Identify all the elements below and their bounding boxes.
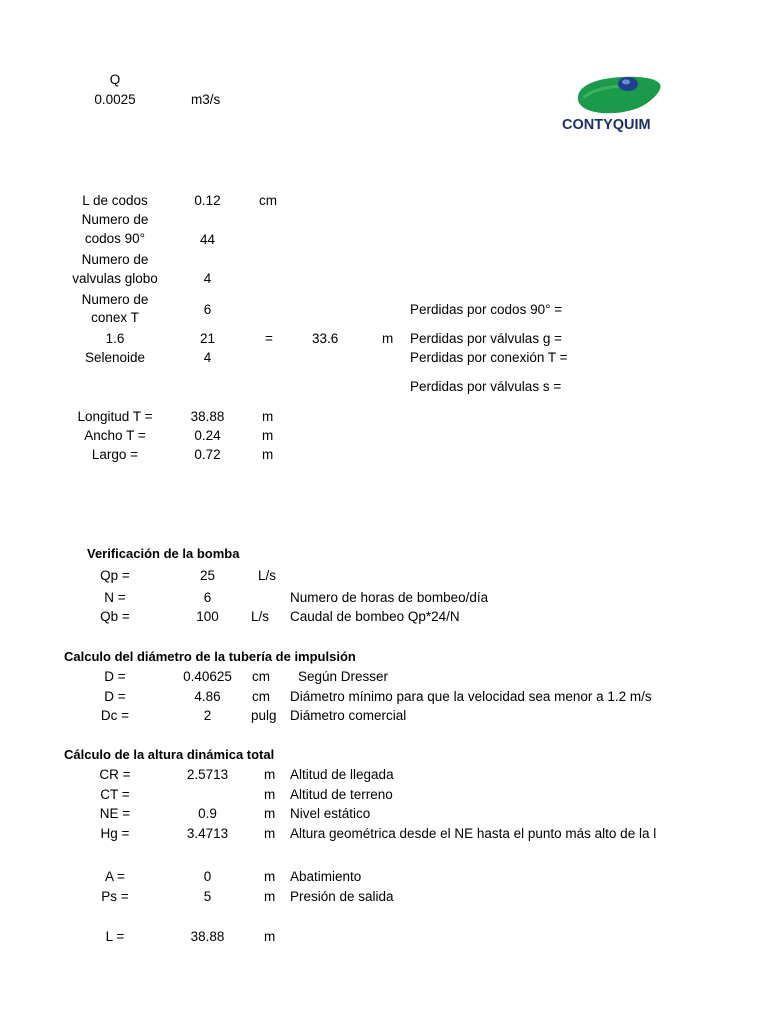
hg-label: Hg = xyxy=(100,826,130,841)
row-c-value: 33.6 xyxy=(312,331,339,346)
selenoide-label: Selenoide xyxy=(84,350,146,365)
n-description: Numero de horas de bombeo/día xyxy=(290,590,489,605)
loss-conexion-t-label: Perdidas por conexión T = xyxy=(410,350,568,365)
ne-value: 0.9 xyxy=(198,806,217,821)
ps-label: Ps = xyxy=(101,889,129,904)
ne-label: NE = xyxy=(99,806,131,821)
a-label: A = xyxy=(105,869,125,884)
diametro-title: Calculo del diámetro de la tubería de impulsión xyxy=(64,649,356,664)
d2-label: D = xyxy=(104,689,126,704)
a-description: Abatimiento xyxy=(290,869,362,884)
codos-length-label: L de codos xyxy=(82,193,148,208)
d1-description: Según Dresser xyxy=(298,669,389,684)
dc-label: Dc = xyxy=(100,708,130,723)
ct-unit: m xyxy=(264,787,276,802)
cr-description: Altitud de llegada xyxy=(290,767,394,782)
hg-unit: m xyxy=(264,826,276,841)
hg-description: Altura geométrica desde el NE hasta el punto más alto de la l xyxy=(290,826,657,841)
globo-label-1: Numero de xyxy=(81,252,149,267)
row-b-value: 21 xyxy=(199,331,216,346)
ct-description: Altitud de terreno xyxy=(290,787,393,802)
loss-valvulas-s-label: Perdidas por válvulas s = xyxy=(410,379,562,394)
ps-value: 5 xyxy=(203,889,212,904)
q-label: Q xyxy=(109,72,121,87)
qb-description: Caudal de bombeo Qp*24/N xyxy=(290,609,460,624)
altura-title: Cálculo de la altura dinámica total xyxy=(64,747,275,762)
codos-label-1: Numero de xyxy=(81,212,149,227)
qp-label: Qp = xyxy=(100,568,130,583)
q-value: 0.0025 xyxy=(94,92,136,107)
dc-description: Diámetro comercial xyxy=(290,708,407,723)
conex-label-1: Numero de xyxy=(81,292,149,307)
cr-value: 2.5713 xyxy=(186,767,229,782)
ne-unit: m xyxy=(264,806,276,821)
l-value: 38.88 xyxy=(190,929,225,944)
ancho-value: 0.24 xyxy=(194,428,221,443)
dc-value: 2 xyxy=(203,708,212,723)
conex-label-2: conex T xyxy=(91,310,139,325)
row-equals: = xyxy=(265,331,273,346)
ps-description: Presión de salida xyxy=(290,889,394,904)
cr-label: CR = xyxy=(99,767,131,782)
dc-unit: pulg xyxy=(251,708,277,723)
d1-unit: cm xyxy=(252,669,270,684)
d2-value: 4.86 xyxy=(194,689,221,704)
hg-value: 3.4713 xyxy=(186,826,229,841)
longitud-unit: m xyxy=(262,409,274,424)
longitud-label: Longitud T = xyxy=(77,409,153,424)
a-unit: m xyxy=(264,869,276,884)
cr-unit: m xyxy=(264,767,276,782)
largo-unit: m xyxy=(262,447,274,462)
largo-value: 0.72 xyxy=(194,447,221,462)
ne-description: Nivel estático xyxy=(290,806,371,821)
a-value: 0 xyxy=(203,869,212,884)
globo-value: 4 xyxy=(203,271,212,286)
d2-unit: cm xyxy=(252,689,270,704)
codos-label-2: codos 90° xyxy=(84,231,146,246)
contyquim-logo xyxy=(560,68,690,138)
loss-valvulas-g-label: Perdidas por válvulas g = xyxy=(410,331,562,346)
conex-value: 6 xyxy=(203,302,212,317)
ancho-label: Ancho T = xyxy=(84,428,146,443)
qp-unit: L/s xyxy=(258,568,277,583)
codos-value: 44 xyxy=(199,232,216,247)
q-unit: m3/s xyxy=(191,92,221,107)
ps-unit: m xyxy=(264,889,276,904)
globo-label-2: valvulas globo xyxy=(72,271,158,286)
row-unit: m xyxy=(382,331,394,346)
codos-length-value: 0.12 xyxy=(194,193,221,208)
largo-label: Largo = xyxy=(91,447,139,462)
loss-codos-label: Perdidas por codos 90° = xyxy=(410,302,563,317)
ct-label: CT = xyxy=(100,787,130,802)
ancho-unit: m xyxy=(262,428,274,443)
qb-label: Qb = xyxy=(100,609,130,624)
logo-text: CONTYQUIM xyxy=(562,117,651,133)
row-a-value: 1.6 xyxy=(105,331,125,346)
d2-description: Diámetro mínimo para que la velocidad sea menor a 1.2 m/s xyxy=(290,689,652,704)
d1-label: D = xyxy=(104,669,126,684)
longitud-value: 38.88 xyxy=(190,409,225,424)
d1-value: 0.40625 xyxy=(183,669,232,684)
l-unit: m xyxy=(264,929,276,944)
codos-length-unit: cm xyxy=(259,193,277,208)
qp-value: 25 xyxy=(199,568,216,583)
l-label: L = xyxy=(105,929,125,944)
qb-unit: L/s xyxy=(251,609,270,624)
verificacion-title: Verificación de la bomba xyxy=(87,546,240,561)
qb-value: 100 xyxy=(196,609,219,624)
selenoide-value: 4 xyxy=(203,350,212,365)
n-value: 6 xyxy=(203,590,212,605)
n-label: N = xyxy=(104,590,126,605)
